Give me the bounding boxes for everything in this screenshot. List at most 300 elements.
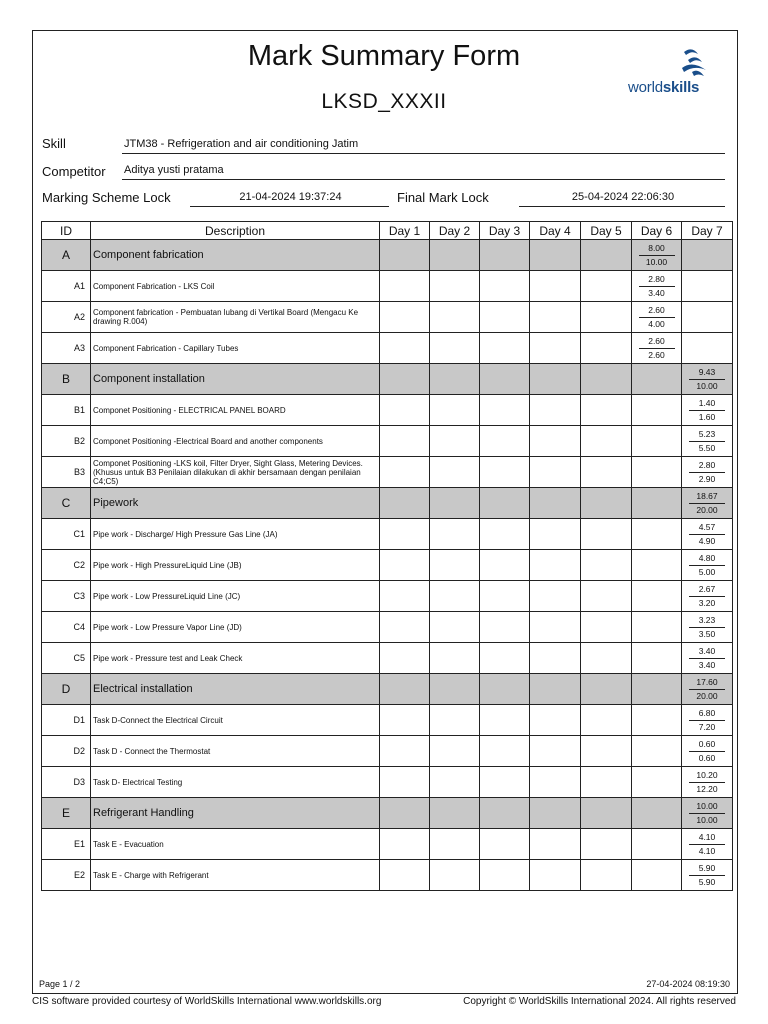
day-3-cell: [480, 426, 530, 457]
score-fraction: [689, 366, 725, 393]
day-4-cell: [530, 643, 581, 674]
row-description: Component Fabrication - LKS Coil: [91, 271, 380, 302]
row-description: Component installation: [91, 364, 380, 395]
day-7-cell: [682, 550, 733, 581]
day-7-cell: [682, 674, 733, 705]
header-day-4: Day 4: [530, 222, 581, 240]
page-number: Page 1 / 2: [39, 979, 81, 989]
marking-lock-label: Marking Scheme Lock: [42, 190, 171, 205]
awarded-mark: 2.60: [639, 304, 675, 318]
logo-text-light: world: [628, 79, 663, 96]
day-4-cell: [530, 674, 581, 705]
max-mark: 1.60: [698, 411, 716, 422]
header-day-5: Day 5: [581, 222, 632, 240]
day-4-cell: [530, 767, 581, 798]
day-7-cell: [682, 364, 733, 395]
header-day-1: Day 1: [380, 222, 430, 240]
day-4-cell: [530, 736, 581, 767]
score-fraction: [689, 676, 725, 703]
day-4-cell: [530, 860, 581, 891]
section-row: [42, 488, 733, 519]
section-row: [42, 240, 733, 271]
day-6-cell: [632, 333, 682, 364]
day-6-cell: [632, 798, 682, 829]
day-2-cell: [430, 705, 480, 736]
row-description: Task D- Electrical Testing: [91, 767, 380, 798]
row-description: Pipe work - Pressure test and Leak Check: [91, 643, 380, 674]
max-mark: 10.00: [645, 256, 668, 267]
max-mark: 4.90: [698, 535, 716, 546]
day-1-cell: [380, 612, 430, 643]
day-6-cell: [632, 612, 682, 643]
day-6-cell: [632, 271, 682, 302]
day-2-cell: [430, 860, 480, 891]
day-7-cell: [682, 333, 733, 364]
row-id: E1: [42, 829, 91, 860]
marking-lock-value: 21-04-2024 19:37:24: [190, 191, 389, 207]
day-6-cell: [632, 519, 682, 550]
day-4-cell: [530, 550, 581, 581]
max-mark: 10.00: [696, 814, 718, 825]
awarded-mark: 0.60: [689, 738, 725, 752]
header-id: ID: [42, 222, 91, 240]
day-1-cell: [380, 643, 430, 674]
day-6-cell: [632, 643, 682, 674]
day-3-cell: [480, 705, 530, 736]
day-6-cell: [632, 550, 682, 581]
table-row: [42, 333, 733, 364]
row-id: B2: [42, 426, 91, 457]
day-5-cell: [581, 860, 632, 891]
row-id: A3: [42, 333, 91, 364]
worldskills-logo: [628, 46, 712, 96]
day-5-cell: [581, 736, 632, 767]
day-2-cell: [430, 240, 480, 271]
day-3-cell: [480, 395, 530, 426]
max-mark: 3.50: [698, 628, 716, 639]
day-7-cell: [682, 271, 733, 302]
day-6-cell: [632, 674, 682, 705]
score-fraction: [689, 862, 725, 889]
final-lock-value: 25-04-2024 22:06:30: [519, 191, 725, 207]
awarded-mark: 8.00: [639, 242, 675, 256]
awarded-mark: 10.00: [689, 800, 725, 814]
competitor-label: Competitor: [42, 164, 106, 179]
day-1-cell: [380, 736, 430, 767]
day-2-cell: [430, 271, 480, 302]
day-4-cell: [530, 519, 581, 550]
day-4-cell: [530, 829, 581, 860]
table-header-row: [42, 222, 733, 240]
day-1-cell: [380, 271, 430, 302]
day-1-cell: [380, 798, 430, 829]
day-7-cell: [682, 581, 733, 612]
row-id: E: [42, 798, 91, 829]
skill-label: Skill: [42, 136, 66, 151]
day-6-cell: [632, 860, 682, 891]
score-fraction: [639, 242, 675, 269]
header-day-2: Day 2: [430, 222, 480, 240]
row-id: C1: [42, 519, 91, 550]
day-3-cell: [480, 550, 530, 581]
day-5-cell: [581, 705, 632, 736]
day-6-cell: [632, 488, 682, 519]
day-1-cell: [380, 767, 430, 798]
max-mark: 5.00: [698, 566, 716, 577]
day-5-cell: [581, 612, 632, 643]
day-5-cell: [581, 302, 632, 333]
day-4-cell: [530, 302, 581, 333]
day-1-cell: [380, 829, 430, 860]
header-description: Description: [91, 222, 380, 240]
day-5-cell: [581, 488, 632, 519]
row-description: Pipe work - Low Pressure Vapor Line (JD): [91, 612, 380, 643]
mark-summary-table: [41, 221, 733, 891]
awarded-mark: 18.67: [689, 490, 725, 504]
score-fraction: [689, 738, 725, 765]
day-1-cell: [380, 674, 430, 705]
row-id: C2: [42, 550, 91, 581]
awarded-mark: 3.23: [689, 614, 725, 628]
score-fraction: [689, 490, 725, 517]
day-7-cell: [682, 457, 733, 488]
awarded-mark: 17.60: [689, 676, 725, 690]
day-6-cell: [632, 240, 682, 271]
day-3-cell: [480, 612, 530, 643]
day-5-cell: [581, 798, 632, 829]
awarded-mark: 2.60: [639, 335, 675, 349]
day-2-cell: [430, 364, 480, 395]
score-fraction: [689, 397, 725, 424]
day-6-cell: [632, 302, 682, 333]
day-5-cell: [581, 643, 632, 674]
score-fraction: [689, 645, 725, 672]
day-4-cell: [530, 798, 581, 829]
awarded-mark: 2.67: [689, 583, 725, 597]
score-fraction: [639, 335, 675, 362]
day-7-cell: [682, 426, 733, 457]
day-3-cell: [480, 767, 530, 798]
row-description: Electrical installation: [91, 674, 380, 705]
day-4-cell: [530, 333, 581, 364]
day-3-cell: [480, 643, 530, 674]
table-row: [42, 426, 733, 457]
section-row: [42, 798, 733, 829]
day-1-cell: [380, 426, 430, 457]
max-mark: 7.20: [698, 721, 716, 732]
day-2-cell: [430, 829, 480, 860]
day-2-cell: [430, 581, 480, 612]
day-4-cell: [530, 457, 581, 488]
day-7-cell: [682, 519, 733, 550]
awarded-mark: 6.80: [689, 707, 725, 721]
awarded-mark: 4.80: [689, 552, 725, 566]
day-7-cell: [682, 395, 733, 426]
table-row: [42, 736, 733, 767]
day-4-cell: [530, 240, 581, 271]
row-id: C: [42, 488, 91, 519]
row-description: Pipe work - Discharge/ High Pressure Gas Line (JA): [91, 519, 380, 550]
day-6-cell: [632, 395, 682, 426]
table-row: [42, 271, 733, 302]
day-3-cell: [480, 364, 530, 395]
day-2-cell: [430, 550, 480, 581]
row-description: Componet Positioning -Electrical Board and another components: [91, 426, 380, 457]
day-3-cell: [480, 271, 530, 302]
day-7-cell: [682, 488, 733, 519]
day-1-cell: [380, 395, 430, 426]
day-3-cell: [480, 860, 530, 891]
day-6-cell: [632, 364, 682, 395]
day-2-cell: [430, 395, 480, 426]
awarded-mark: 3.40: [689, 645, 725, 659]
max-mark: 10.00: [696, 380, 718, 391]
row-description: Pipe work - High PressureLiquid Line (JB): [91, 550, 380, 581]
footer-copyright: Copyright © WorldSkills International 2024. All rights reserved: [463, 996, 736, 1007]
table-row: [42, 581, 733, 612]
day-1-cell: [380, 705, 430, 736]
day-5-cell: [581, 550, 632, 581]
day-7-cell: [682, 643, 733, 674]
day-7-cell: [682, 612, 733, 643]
row-description: Pipe work - Low PressureLiquid Line (JC): [91, 581, 380, 612]
day-2-cell: [430, 643, 480, 674]
score-fraction: [689, 831, 725, 858]
max-mark: 20.00: [696, 504, 718, 515]
final-lock-label: Final Mark Lock: [397, 190, 489, 205]
table-row: [42, 767, 733, 798]
day-1-cell: [380, 457, 430, 488]
day-1-cell: [380, 581, 430, 612]
day-4-cell: [530, 395, 581, 426]
row-description: Pipework: [91, 488, 380, 519]
day-1-cell: [380, 364, 430, 395]
awarded-mark: 2.80: [639, 273, 675, 287]
day-3-cell: [480, 302, 530, 333]
table-row: [42, 705, 733, 736]
day-1-cell: [380, 550, 430, 581]
awarded-mark: 5.90: [689, 862, 725, 876]
row-description: Componet Positioning -LKS koil, Filter Dryer, Sight Glass, Metering Devices. (Khusus untuk B3 Penilaian dilakukan di akhir bersamaan dengan penilaian C4;C5): [91, 457, 380, 488]
row-description: Task D-Connect the Electrical Circuit: [91, 705, 380, 736]
day-3-cell: [480, 798, 530, 829]
day-5-cell: [581, 767, 632, 798]
day-4-cell: [530, 612, 581, 643]
day-4-cell: [530, 581, 581, 612]
day-6-cell: [632, 581, 682, 612]
max-mark: 3.40: [698, 659, 716, 670]
max-mark: 2.60: [648, 349, 665, 360]
day-2-cell: [430, 488, 480, 519]
row-id: C4: [42, 612, 91, 643]
row-id: A2: [42, 302, 91, 333]
day-2-cell: [430, 333, 480, 364]
day-1-cell: [380, 240, 430, 271]
header-day-7: Day 7: [682, 222, 733, 240]
section-row: [42, 364, 733, 395]
max-mark: 3.20: [698, 597, 716, 608]
day-4-cell: [530, 426, 581, 457]
table-row: [42, 457, 733, 488]
row-description: Task E - Evacuation: [91, 829, 380, 860]
logo-text-bold: skills: [662, 79, 700, 96]
day-5-cell: [581, 519, 632, 550]
score-fraction: [639, 304, 675, 331]
day-6-cell: [632, 767, 682, 798]
competitor-value: Aditya yusti pratama: [122, 164, 725, 180]
day-2-cell: [430, 612, 480, 643]
day-3-cell: [480, 457, 530, 488]
day-7-cell: [682, 798, 733, 829]
max-mark: 3.40: [648, 287, 665, 298]
day-2-cell: [430, 736, 480, 767]
header-day-6: Day 6: [632, 222, 682, 240]
row-id: D: [42, 674, 91, 705]
day-6-cell: [632, 705, 682, 736]
awarded-mark: 10.20: [689, 769, 725, 783]
day-7-cell: [682, 860, 733, 891]
row-id: A: [42, 240, 91, 271]
day-2-cell: [430, 674, 480, 705]
awarded-mark: 5.23: [689, 428, 725, 442]
row-id: D1: [42, 705, 91, 736]
day-3-cell: [480, 829, 530, 860]
score-fraction: [689, 614, 725, 641]
day-7-cell: [682, 240, 733, 271]
header-day-3: Day 3: [480, 222, 530, 240]
day-5-cell: [581, 674, 632, 705]
row-description: Refrigerant Handling: [91, 798, 380, 829]
awarded-mark: 2.80: [689, 459, 725, 473]
day-3-cell: [480, 333, 530, 364]
day-1-cell: [380, 333, 430, 364]
day-5-cell: [581, 240, 632, 271]
row-id: B3: [42, 457, 91, 488]
score-fraction: [689, 428, 725, 455]
day-1-cell: [380, 488, 430, 519]
day-4-cell: [530, 364, 581, 395]
day-2-cell: [430, 302, 480, 333]
row-id: D2: [42, 736, 91, 767]
day-3-cell: [480, 240, 530, 271]
day-7-cell: [682, 736, 733, 767]
day-7-cell: [682, 767, 733, 798]
row-id: C3: [42, 581, 91, 612]
row-description: Component fabrication - Pembuatan lubang di Vertikal Board (Mengacu Ke drawing R.004): [91, 302, 380, 333]
day-5-cell: [581, 457, 632, 488]
score-fraction: [689, 583, 725, 610]
day-5-cell: [581, 426, 632, 457]
competition-code: LKSD_XXXII: [321, 90, 447, 113]
day-2-cell: [430, 457, 480, 488]
day-6-cell: [632, 829, 682, 860]
max-mark: 0.60: [698, 752, 716, 763]
section-row: [42, 674, 733, 705]
table-row: [42, 612, 733, 643]
skill-value: JTM38 - Refrigeration and air conditioning Jatim: [122, 138, 725, 154]
day-3-cell: [480, 736, 530, 767]
day-6-cell: [632, 457, 682, 488]
row-id: A1: [42, 271, 91, 302]
row-id: E2: [42, 860, 91, 891]
row-description: Componet Positioning - ELECTRICAL PANEL BOARD: [91, 395, 380, 426]
awarded-mark: 1.40: [689, 397, 725, 411]
awarded-mark: 4.10: [689, 831, 725, 845]
table-row: [42, 829, 733, 860]
day-4-cell: [530, 488, 581, 519]
row-description: Task E - Charge with Refrigerant: [91, 860, 380, 891]
row-description: Component fabrication: [91, 240, 380, 271]
awarded-mark: 4.57: [689, 521, 725, 535]
row-description: Component Fabrication - Capillary Tubes: [91, 333, 380, 364]
day-1-cell: [380, 860, 430, 891]
day-1-cell: [380, 302, 430, 333]
row-id: B1: [42, 395, 91, 426]
score-fraction: [689, 800, 725, 827]
page-title: Mark Summary Form: [247, 40, 521, 72]
day-7-cell: [682, 829, 733, 860]
day-3-cell: [480, 519, 530, 550]
awarded-mark: 9.43: [689, 366, 725, 380]
max-mark: 4.10: [698, 845, 716, 856]
day-5-cell: [581, 395, 632, 426]
max-mark: 20.00: [696, 690, 718, 701]
day-2-cell: [430, 767, 480, 798]
day-3-cell: [480, 488, 530, 519]
day-5-cell: [581, 581, 632, 612]
score-fraction: [689, 552, 725, 579]
table-row: [42, 550, 733, 581]
row-description: Task D - Connect the Thermostat: [91, 736, 380, 767]
table-row: [42, 860, 733, 891]
table-row: [42, 519, 733, 550]
day-7-cell: [682, 302, 733, 333]
row-id: B: [42, 364, 91, 395]
max-mark: 2.90: [698, 473, 716, 484]
max-mark: 12.20: [696, 783, 718, 794]
day-2-cell: [430, 426, 480, 457]
day-7-cell: [682, 705, 733, 736]
row-id: C5: [42, 643, 91, 674]
score-fraction: [689, 459, 725, 486]
score-fraction: [689, 521, 725, 548]
day-2-cell: [430, 519, 480, 550]
day-4-cell: [530, 705, 581, 736]
score-fraction: [689, 769, 725, 796]
print-timestamp: 27-04-2024 08:19:30: [646, 979, 730, 989]
table-row: [42, 643, 733, 674]
day-5-cell: [581, 829, 632, 860]
day-2-cell: [430, 798, 480, 829]
day-1-cell: [380, 519, 430, 550]
day-5-cell: [581, 271, 632, 302]
max-mark: 5.50: [698, 442, 716, 453]
day-4-cell: [530, 271, 581, 302]
score-fraction: [689, 707, 725, 734]
max-mark: 4.00: [648, 318, 665, 329]
day-3-cell: [480, 581, 530, 612]
day-6-cell: [632, 426, 682, 457]
day-3-cell: [480, 674, 530, 705]
day-5-cell: [581, 333, 632, 364]
table-row: [42, 395, 733, 426]
table-row: [42, 302, 733, 333]
footer-credit: CIS software provided courtesy of WorldSkills International www.worldskills.org: [32, 996, 382, 1007]
worldskills-emblem-icon: [678, 46, 708, 78]
row-id: D3: [42, 767, 91, 798]
logo-wordmark: [628, 79, 699, 96]
day-6-cell: [632, 736, 682, 767]
